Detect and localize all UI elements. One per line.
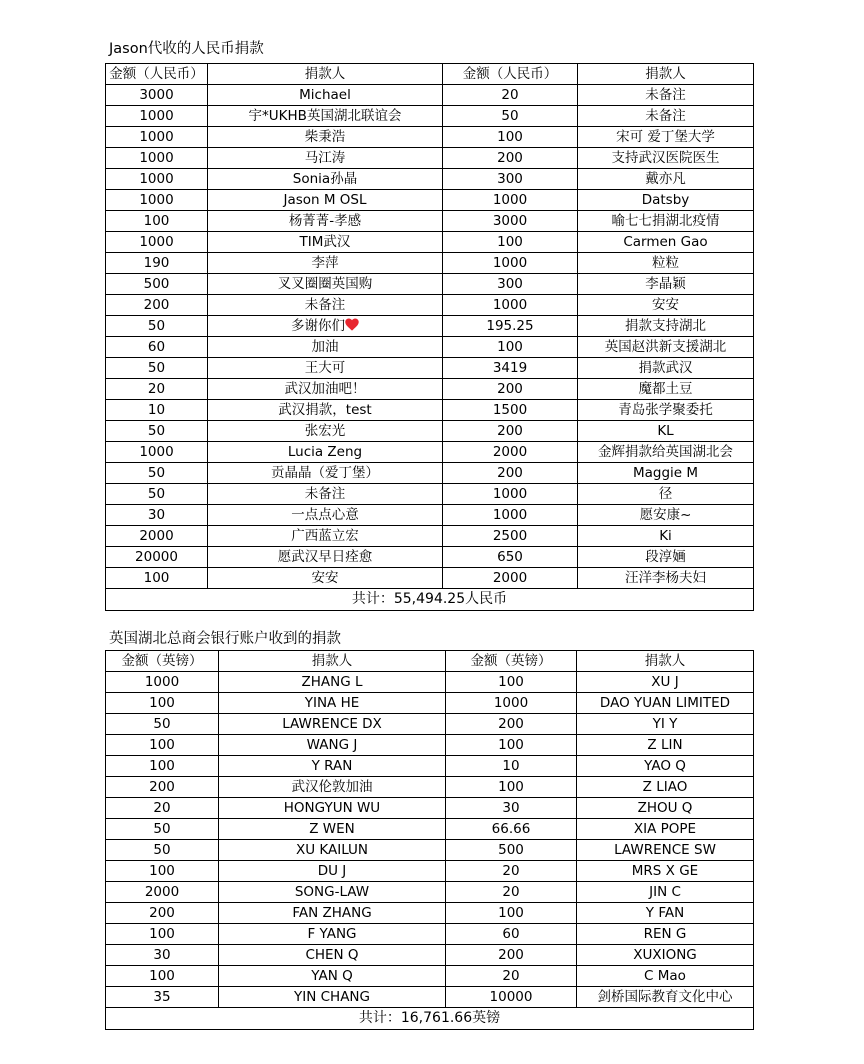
donor-cell: 捐款武汉 xyxy=(578,358,754,379)
table-row xyxy=(106,148,754,169)
amount-cell: 500 xyxy=(106,274,208,295)
amount-cell: 1000 xyxy=(443,505,578,526)
amount-cell: 100 xyxy=(446,777,577,798)
table-header-row xyxy=(106,64,754,85)
amount-cell: 50 xyxy=(106,421,208,442)
donor-cell: 武汉伦敦加油 xyxy=(219,777,446,798)
amount-cell: 100 xyxy=(106,211,208,232)
amount-cell: 20 xyxy=(446,882,577,903)
amount-cell: 100 xyxy=(443,232,578,253)
total-row xyxy=(106,1008,754,1030)
amount-cell: 3000 xyxy=(106,85,208,106)
amount-cell: 20 xyxy=(106,798,219,819)
donor-cell: 径 xyxy=(578,484,754,505)
donor-cell: 汪洋李杨夫妇 xyxy=(578,568,754,589)
amount-cell: 66.66 xyxy=(446,819,577,840)
donor-cell: LAWRENCE SW xyxy=(577,840,754,861)
table-row xyxy=(106,463,754,484)
donor-cell: HONGYUN WU xyxy=(219,798,446,819)
donor-cell: CHEN Q xyxy=(219,945,446,966)
table-row xyxy=(106,547,754,568)
donor-cell: 一点点心意 xyxy=(208,505,443,526)
donor-cell: 粒粒 xyxy=(578,253,754,274)
donor-cell: KL xyxy=(578,421,754,442)
donor-cell: DU J xyxy=(219,861,446,882)
table-row xyxy=(106,316,754,337)
donor-cell: REN G xyxy=(577,924,754,945)
table-row xyxy=(106,253,754,274)
rmb-table-caption: Jason代收的人民币捐款 xyxy=(109,41,264,57)
amount-header: 金额（人民币） xyxy=(106,64,208,85)
donor-cell: 未备注 xyxy=(208,295,443,316)
donor-cell: 李晶颖 xyxy=(578,274,754,295)
donor-cell: 贡晶晶（爱丁堡） xyxy=(208,463,443,484)
amount-cell: 2000 xyxy=(106,882,219,903)
amount-cell: 100 xyxy=(443,127,578,148)
donor-cell: 愿武汉早日痊愈 xyxy=(208,547,443,568)
donor-cell: Datsby xyxy=(578,190,754,211)
donor-cell: FAN ZHANG xyxy=(219,903,446,924)
amount-cell: 500 xyxy=(446,840,577,861)
amount-cell: 100 xyxy=(106,861,219,882)
donor-cell: Z WEN xyxy=(219,819,446,840)
amount-cell: 100 xyxy=(446,735,577,756)
donor-cell: LAWRENCE DX xyxy=(219,714,446,735)
amount-cell: 1000 xyxy=(446,693,577,714)
amount-cell: 1000 xyxy=(443,253,578,274)
donor-cell: ZHOU Q xyxy=(577,798,754,819)
amount-cell: 1000 xyxy=(106,169,208,190)
table-row xyxy=(106,106,754,127)
amount-cell: 1000 xyxy=(106,442,208,463)
donor-cell: 戴亦凡 xyxy=(578,169,754,190)
amount-cell: 20 xyxy=(106,379,208,400)
donor-cell: 宇*UKHB英国湖北联谊会 xyxy=(208,106,443,127)
gbp-table-caption: 英国湖北总商会银行账户收到的捐款 xyxy=(109,631,341,647)
amount-cell: 50 xyxy=(106,714,219,735)
donor-cell: 安安 xyxy=(578,295,754,316)
table-row xyxy=(106,190,754,211)
donor-cell: DAO YUAN LIMITED xyxy=(577,693,754,714)
amount-cell: 20 xyxy=(443,85,578,106)
amount-cell: 30 xyxy=(446,798,577,819)
donor-cell: XUXIONG xyxy=(577,945,754,966)
donor-cell: YIN CHANG xyxy=(219,987,446,1008)
amount-cell: 20 xyxy=(446,861,577,882)
amount-cell: 2000 xyxy=(106,526,208,547)
table-row xyxy=(106,777,754,798)
table-row xyxy=(106,127,754,148)
amount-cell: 100 xyxy=(106,735,219,756)
amount-header: 金额（人民币） xyxy=(443,64,578,85)
amount-cell: 50 xyxy=(106,819,219,840)
table-row xyxy=(106,295,754,316)
table-row xyxy=(106,358,754,379)
donor-cell: XIA POPE xyxy=(577,819,754,840)
amount-cell: 1000 xyxy=(106,148,208,169)
donor-cell: Jason M OSL xyxy=(208,190,443,211)
table-row xyxy=(106,882,754,903)
amount-cell: 190 xyxy=(106,253,208,274)
amount-cell: 10000 xyxy=(446,987,577,1008)
amount-cell: 200 xyxy=(106,777,219,798)
amount-cell: 1000 xyxy=(106,127,208,148)
donor-cell: 武汉加油吧！ xyxy=(208,379,443,400)
amount-cell: 30 xyxy=(106,505,208,526)
amount-cell: 1000 xyxy=(443,295,578,316)
table-row xyxy=(106,505,754,526)
donor-cell: 马江涛 xyxy=(208,148,443,169)
donor-cell: TIM武汉 xyxy=(208,232,443,253)
amount-cell: 50 xyxy=(106,840,219,861)
donor-cell: 张宏光 xyxy=(208,421,443,442)
donor-cell: Sonia孙晶 xyxy=(208,169,443,190)
amount-cell: 1000 xyxy=(106,106,208,127)
donor-cell: 英国赵洪新支援湖北 xyxy=(578,337,754,358)
amount-cell: 200 xyxy=(443,463,578,484)
donor-cell: 李萍 xyxy=(208,253,443,274)
table-row xyxy=(106,337,754,358)
amount-cell: 100 xyxy=(106,924,219,945)
donor-cell: YAN Q xyxy=(219,966,446,987)
amount-cell: 50 xyxy=(106,463,208,484)
amount-cell: 50 xyxy=(443,106,578,127)
amount-cell: 10 xyxy=(106,400,208,421)
donor-cell: Y RAN xyxy=(219,756,446,777)
amount-cell: 100 xyxy=(106,756,219,777)
amount-cell: 100 xyxy=(106,966,219,987)
amount-cell: 1000 xyxy=(443,484,578,505)
amount-cell: 2500 xyxy=(443,526,578,547)
donor-cell: 广西蓝立宏 xyxy=(208,526,443,547)
donor-cell: YINA HE xyxy=(219,693,446,714)
donor-header: 捐款人 xyxy=(219,651,446,672)
amount-cell: 20 xyxy=(446,966,577,987)
table-row xyxy=(106,903,754,924)
donor-cell: 支持武汉医院医生 xyxy=(578,148,754,169)
donor-header: 捐款人 xyxy=(208,64,443,85)
donor-cell: Z LIAO xyxy=(577,777,754,798)
donor-cell: 金辉捐款给英国湖北会 xyxy=(578,442,754,463)
donor-cell: XU KAILUN xyxy=(219,840,446,861)
donor-cell: Y FAN xyxy=(577,903,754,924)
table-row xyxy=(106,861,754,882)
donor-cell: SONG-LAW xyxy=(219,882,446,903)
table-row xyxy=(106,442,754,463)
amount-cell: 2000 xyxy=(443,568,578,589)
amount-cell: 1000 xyxy=(443,190,578,211)
amount-cell: 1000 xyxy=(106,232,208,253)
donor-cell: F YANG xyxy=(219,924,446,945)
amount-cell: 200 xyxy=(443,379,578,400)
total-row xyxy=(106,589,754,611)
rmb-donations-table xyxy=(105,63,754,611)
amount-cell: 100 xyxy=(106,568,208,589)
amount-cell: 50 xyxy=(106,316,208,337)
table-row xyxy=(106,211,754,232)
table-row xyxy=(106,945,754,966)
table-row xyxy=(106,798,754,819)
amount-cell: 200 xyxy=(443,421,578,442)
table-row xyxy=(106,924,754,945)
donor-cell: 武汉捐款，test xyxy=(208,400,443,421)
table-row xyxy=(106,735,754,756)
table-row xyxy=(106,714,754,735)
donor-cell: 柴秉浩 xyxy=(208,127,443,148)
donor-cell: 青岛张学聚委托 xyxy=(578,400,754,421)
donor-cell: Michael xyxy=(208,85,443,106)
table-header-row xyxy=(106,651,754,672)
donor-cell: 王大可 xyxy=(208,358,443,379)
table-row xyxy=(106,169,754,190)
donor-cell: YI Y xyxy=(577,714,754,735)
amount-cell: 200 xyxy=(446,714,577,735)
amount-cell: 60 xyxy=(446,924,577,945)
table-row xyxy=(106,819,754,840)
amount-header: 金额（英镑） xyxy=(106,651,219,672)
table-row xyxy=(106,693,754,714)
donor-cell: XU J xyxy=(577,672,754,693)
donor-header: 捐款人 xyxy=(578,64,754,85)
total-cell: 共计：16,761.66英镑 xyxy=(106,1008,754,1030)
amount-cell: 100 xyxy=(443,337,578,358)
red-heart-emoji xyxy=(345,318,359,331)
donor-cell: 未备注 xyxy=(208,484,443,505)
amount-cell: 300 xyxy=(443,274,578,295)
donor-header: 捐款人 xyxy=(577,651,754,672)
donor-cell: 魔都土豆 xyxy=(578,379,754,400)
amount-cell: 195.25 xyxy=(443,316,578,337)
amount-cell: 200 xyxy=(443,148,578,169)
donor-cell: 捐款支持湖北 xyxy=(578,316,754,337)
donor-cell: 喻七七捐湖北疫情 xyxy=(578,211,754,232)
donor-cell: C Mao xyxy=(577,966,754,987)
amount-cell: 50 xyxy=(106,358,208,379)
donor-cell: 愿安康~ xyxy=(578,505,754,526)
amount-cell: 100 xyxy=(446,672,577,693)
donor-cell: 宋可 爱丁堡大学 xyxy=(578,127,754,148)
amount-header: 金额（英镑） xyxy=(446,651,577,672)
table-row xyxy=(106,672,754,693)
total-cell: 共计：55,494.25人民币 xyxy=(106,589,754,611)
table-row xyxy=(106,840,754,861)
amount-cell: 200 xyxy=(446,945,577,966)
table-row xyxy=(106,568,754,589)
table-row xyxy=(106,756,754,777)
amount-cell: 10 xyxy=(446,756,577,777)
donor-cell: Z LIN xyxy=(577,735,754,756)
table-row xyxy=(106,85,754,106)
amount-cell: 20000 xyxy=(106,547,208,568)
table-row xyxy=(106,966,754,987)
amount-cell: 3419 xyxy=(443,358,578,379)
amount-cell: 1000 xyxy=(106,190,208,211)
donor-cell: Maggie M xyxy=(578,463,754,484)
amount-cell: 60 xyxy=(106,337,208,358)
donor-cell: JIN C xyxy=(577,882,754,903)
donor-cell: Ki xyxy=(578,526,754,547)
amount-cell: 650 xyxy=(443,547,578,568)
table-row xyxy=(106,232,754,253)
table-row xyxy=(106,421,754,442)
donor-cell: YAO Q xyxy=(577,756,754,777)
amount-cell: 1000 xyxy=(106,672,219,693)
amount-cell: 2000 xyxy=(443,442,578,463)
table-row xyxy=(106,987,754,1008)
amount-cell: 30 xyxy=(106,945,219,966)
table-row xyxy=(106,400,754,421)
donor-cell: 多谢你们 xyxy=(208,316,443,337)
donor-cell: Carmen Gao xyxy=(578,232,754,253)
table-row xyxy=(106,526,754,547)
amount-cell: 200 xyxy=(106,295,208,316)
table-row xyxy=(106,274,754,295)
donor-cell: 未备注 xyxy=(578,106,754,127)
donor-cell: 段淳婳 xyxy=(578,547,754,568)
table-row xyxy=(106,379,754,400)
amount-cell: 1500 xyxy=(443,400,578,421)
gbp-donations-table xyxy=(105,650,754,1030)
donor-cell: 杨菁菁-孝感 xyxy=(208,211,443,232)
donor-cell: 剑桥国际教育文化中心 xyxy=(577,987,754,1008)
amount-cell: 200 xyxy=(106,903,219,924)
amount-cell: 35 xyxy=(106,987,219,1008)
donor-cell: 叉叉圈圈英国购 xyxy=(208,274,443,295)
amount-cell: 50 xyxy=(106,484,208,505)
amount-cell: 3000 xyxy=(443,211,578,232)
donor-cell: 未备注 xyxy=(578,85,754,106)
amount-cell: 100 xyxy=(106,693,219,714)
donor-cell: 安安 xyxy=(208,568,443,589)
amount-cell: 300 xyxy=(443,169,578,190)
donor-cell: ZHANG L xyxy=(219,672,446,693)
donor-cell: WANG J xyxy=(219,735,446,756)
donor-cell: MRS X GE xyxy=(577,861,754,882)
donor-cell: Lucia Zeng xyxy=(208,442,443,463)
donor-cell: 加油 xyxy=(208,337,443,358)
amount-cell: 100 xyxy=(446,903,577,924)
table-row xyxy=(106,484,754,505)
